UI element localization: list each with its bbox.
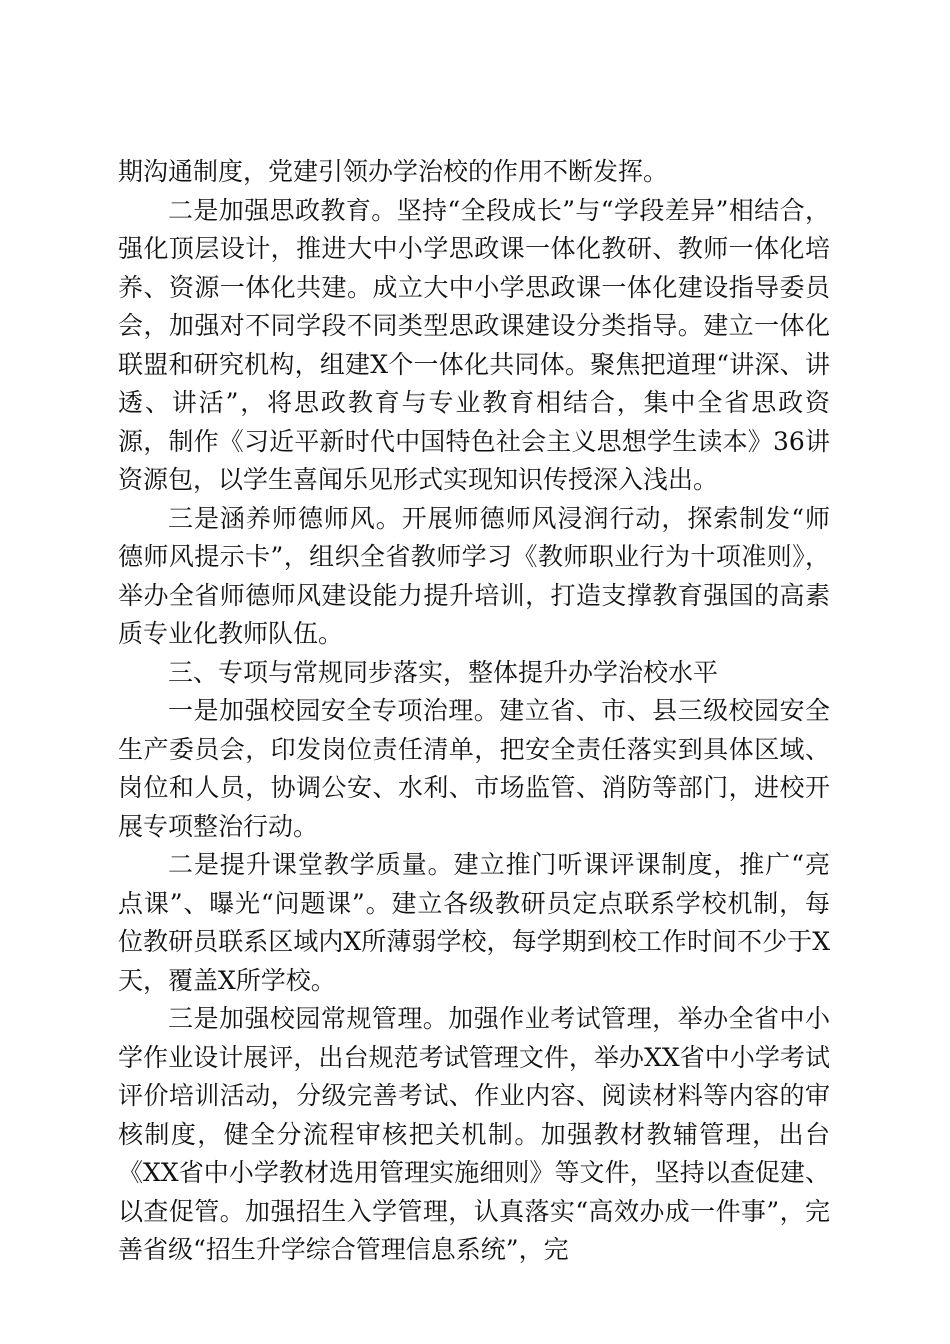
paragraph-teacher-ethics: 三是涵养师德师风。开展师德师风浸润行动，探索制发“师德师风提示卡”，组织全省教师学习《教师职业行为十项准则》，举办全省师德师风建设能力提升培训，打造支撑教育强国的高素质专业化教师队伍。 [118,503,830,648]
paragraph-continuation: 期沟通制度，党建引领办学治校的作用不断发挥。 [118,157,669,186]
document-body [118,153,830,1270]
paragraph-campus-management: 三是加强校园常规管理。加强作业考试管理，举办全省中小学作业设计展评，出台规范考试管理文件，举办XX省中小学考试评价培训活动，分级完善考试、作业内容、阅读材料等内容的审核制度，健全分流程审核把关机制。加强教材教辅管理，出台《XX省中小学教材选用管理实施细则》等文件，坚持以查促建、以查促管。加强招生入学管理，认真落实“高效办成一件事”，完善省级“招生升学综合管理信息系统”，完 [118,1004,830,1264]
section-heading: 三、专项与常规同步落实，整体提升办学治校水平 [168,657,719,687]
paragraph-teaching-quality: 二是提升课堂教学质量。建立推门听课评课制度，推广“亮点课”、曝光“问题课”。建立各级教研员定点联系学校机制，每位教研员联系区域内X所薄弱学校，每学期到校工作时间不少于X天，覆盖X所学校。 [118,850,830,995]
paragraph-campus-safety: 一是加强校园安全专项治理。建立省、市、县三级校园安全生产委员会，印发岗位责任清单，把安全责任落实到具体区域、岗位和人员，协调公安、水利、市场监管、消防等部门，进校开展专项整治行动。 [118,696,830,841]
paragraph-ideological-education: 二是加强思政教育。坚持“全段成长”与“学段差异”相结合，强化顶层设计，推进大中小学思政课一体化教研、教师一体化培养、资源一体化共建。成立大中小学思政课一体化建设指导委员会，加强对不同学段不同类型思政课建设分类指导。建立一体化联盟和研究机构，组建X个一体化共同体。聚焦把道理“讲深、讲透、讲活”，将思政教育与专业教育相结合，集中全省思政资源，制作《习近平新时代中国特色社会主义思想学生读本》36讲资源包，以学生喜闻乐见形式实现知识传授深入浅出。 [118,195,830,494]
